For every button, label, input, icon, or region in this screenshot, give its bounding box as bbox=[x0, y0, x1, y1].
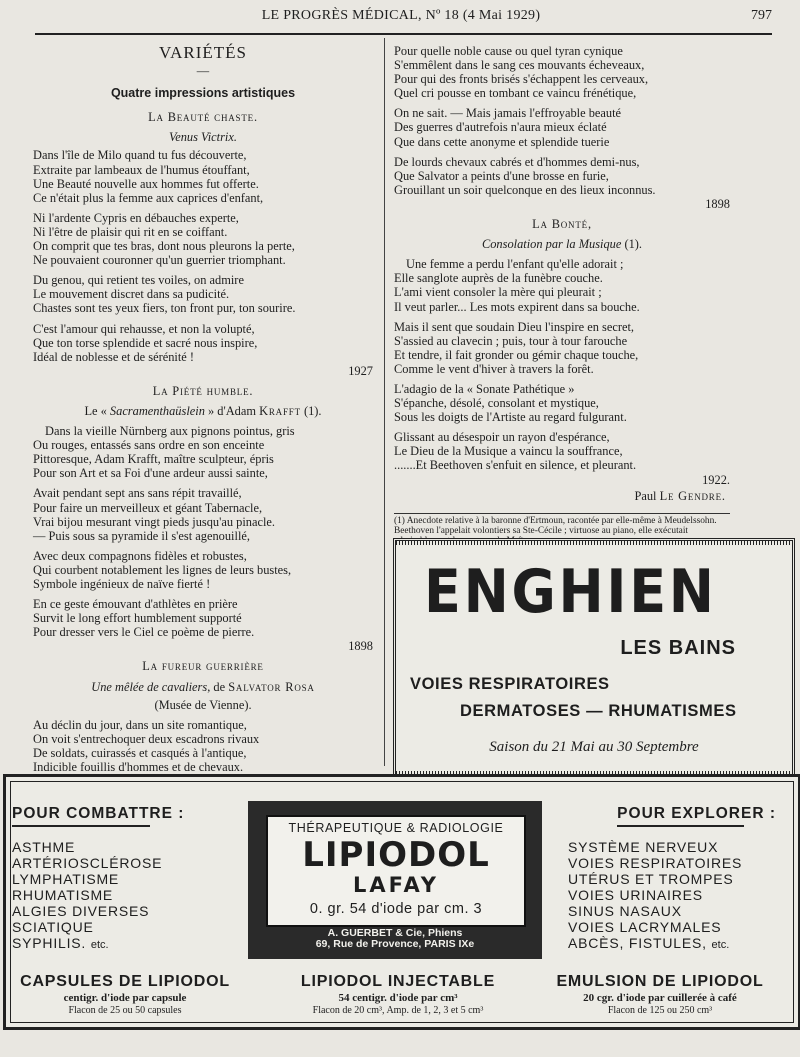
verse-line: Ou rouges, entassés sans ordre en son enceinte bbox=[33, 438, 265, 453]
verse-line: Sous les doigts de l'Artiste au regard fulgurant. bbox=[394, 410, 627, 425]
explore-list bbox=[568, 839, 742, 953]
product-capsules bbox=[6, 973, 244, 1016]
enghien-sub: LES BAINS bbox=[620, 637, 736, 659]
product-injectable bbox=[274, 973, 522, 1016]
explore-item: UTÉRUS ET TROMPES bbox=[568, 871, 734, 887]
verse-line: On voit s'entrechoquer deux escadrons rivaux bbox=[33, 731, 260, 746]
verse-line: Au déclin du jour, dans un site romantique, bbox=[33, 717, 247, 732]
explore-item: VOIES URINAIRES bbox=[568, 887, 703, 903]
verse-line: Pour quelle noble cause ou quel tyran cynique bbox=[394, 44, 623, 58]
stanza bbox=[33, 597, 373, 639]
stanza bbox=[33, 148, 373, 204]
page-header bbox=[30, 8, 772, 30]
ad-border-hatch bbox=[396, 541, 792, 545]
verse-line: .......Et Beethoven s'enfuit en silence, et pleurant. bbox=[394, 458, 637, 473]
verse-line: S'épanche, désolé, consolant et mystique, bbox=[394, 396, 599, 411]
verse-line: Pour faire un merveilleux et géant Tabernacle, bbox=[33, 500, 263, 515]
combat-list bbox=[12, 839, 162, 953]
lipiodol-label bbox=[248, 801, 542, 959]
verse-line: Survit le long effort humblement supporté bbox=[33, 611, 242, 626]
verse-line: Dans l'île de Milo quand tu fus découverte, bbox=[33, 148, 247, 163]
signature-part: . bbox=[721, 488, 725, 503]
subtitle-work: Consolation par la Musique bbox=[481, 237, 622, 252]
verse-line: Avait pendant sept ans sans répit travaillé, bbox=[33, 486, 242, 501]
verse-line: Et tendre, il fait gronder ou gémir chaque touche, bbox=[394, 347, 639, 362]
stanza bbox=[33, 424, 373, 480]
verse-line: S'assied au clavecin ; puis, tour à tour farouche bbox=[394, 333, 628, 348]
right-column bbox=[394, 44, 730, 546]
etc-label: etc. bbox=[90, 939, 109, 951]
verse-line: Quel cri pousse en tombant ce vaincu frénétique, bbox=[394, 86, 637, 101]
poem-year: 1927 bbox=[348, 363, 373, 378]
subtitle-part: , de bbox=[207, 679, 229, 694]
verse-line: Ce n'était plus la femme aux caprices d'enfant, bbox=[33, 190, 264, 205]
page-number: 797 bbox=[751, 8, 772, 23]
verse-line: Extraite par lambeaux de l'humus étouffant, bbox=[33, 162, 250, 177]
combat-item: SCIATIQUE bbox=[12, 919, 94, 935]
left-column bbox=[33, 44, 373, 806]
verse-line: Pittoresque, Adam Krafft, maître sculpteur, épris bbox=[33, 452, 274, 467]
product-name: EMULSION DE LIPIODOL bbox=[556, 973, 764, 990]
combat-item-text: SYPHILIS. bbox=[12, 935, 87, 951]
label-panel bbox=[266, 815, 526, 927]
product-dose: 20 cgr. d'iode par cuillerée à café bbox=[583, 992, 737, 1004]
verse-line: S'emmêlent dans le sang ces mouvants écheveaux, bbox=[394, 58, 645, 73]
author-signature bbox=[394, 489, 730, 503]
enghien-indication-2: DERMATOSES — RHUMATISMES bbox=[460, 702, 737, 720]
verse-line: On ne sait. — Mais jamais l'effroyable beauté bbox=[394, 106, 622, 121]
poem-subtitle-2 bbox=[33, 404, 373, 418]
rubric-title: VARIÉTÉS bbox=[159, 43, 247, 62]
poem-subtitle-1: Venus Victrix. bbox=[169, 130, 237, 145]
maker-address: 69, Rue de Provence, PARIS IXe bbox=[315, 938, 475, 950]
poem-title-3: La fureur guerrière bbox=[142, 659, 264, 674]
verse-line: Idéal de noblesse et de sérénité ! bbox=[33, 349, 195, 364]
explore-title: POUR EXPLORER : bbox=[617, 805, 776, 827]
verse-line: Glissant au désespoir un rayon d'espérance, bbox=[394, 430, 610, 445]
enghien-season: Saison du 21 Mai au 30 Septembre bbox=[489, 739, 699, 755]
verse-line: L'adagio de la « Sonate Pathétique » bbox=[394, 381, 575, 396]
verse-line: C'est l'amour qui rehausse, et non la volupté, bbox=[33, 321, 255, 336]
explore-item-text: ABCÈS, FISTULES, bbox=[568, 935, 707, 951]
article-subtitle: Quatre impressions artistiques bbox=[110, 86, 296, 101]
verse-line: Une Beauté nouvelle aux hommes fut offerte. bbox=[33, 176, 259, 191]
verse-line: Une femme a perdu l'enfant qu'elle adorait ; bbox=[406, 257, 624, 272]
stanza bbox=[394, 320, 730, 376]
lipiodol-advertisement bbox=[3, 774, 800, 1030]
product-name: CAPSULES DE LIPIODOL bbox=[20, 973, 230, 990]
verse-line: Indicible fouillis d'hommes et de chevaux. bbox=[33, 760, 244, 775]
column-divider bbox=[384, 38, 385, 766]
stanza bbox=[33, 486, 373, 542]
footnote-rule bbox=[394, 513, 730, 514]
stanza bbox=[394, 155, 730, 197]
verse-line: De soldats, cuirassés et casqués à l'antique, bbox=[33, 745, 247, 760]
explore-item: SINUS NASAUX bbox=[568, 903, 682, 919]
header-rule bbox=[35, 33, 772, 35]
subtitle-part: » d'Adam bbox=[204, 403, 260, 418]
enghien-brand: ENGHIEN bbox=[424, 557, 717, 627]
verse-line: Mais il sent que soudain Dieu l'inspire en secret, bbox=[394, 319, 635, 334]
enghien-advertisement bbox=[393, 538, 795, 778]
verse-line: Qui courbent notablement les lignes de leurs bustes, bbox=[33, 562, 292, 577]
poem-year: 1922. bbox=[702, 472, 730, 487]
subtitle-author: Krafft bbox=[259, 403, 301, 418]
combat-item: ARTÉRIOSCLÉROSE bbox=[12, 855, 163, 871]
stanza bbox=[33, 211, 373, 267]
verse-line: — Puis sous sa pyramide il s'est agenouillé, bbox=[33, 528, 250, 543]
stanza bbox=[33, 273, 373, 315]
verse-line: Il veut parler... Les mots expirent dans sa bouche. bbox=[394, 299, 640, 314]
verse-line: Avec deux compagnons fidèles et robustes, bbox=[33, 548, 247, 563]
stanza bbox=[33, 718, 373, 774]
poem-subtitle-3 bbox=[33, 680, 373, 694]
explore-item: SYSTÈME NERVEUX bbox=[568, 839, 719, 855]
subtitle-work: Sacramenthaüslein bbox=[109, 403, 205, 418]
product-emulsion bbox=[532, 973, 788, 1016]
stanza bbox=[394, 257, 730, 313]
verse-line: Grouillant un soir quelconque en des lieux inconnus. bbox=[394, 182, 656, 197]
verse-line: En ce geste émouvant d'athlètes en prière bbox=[33, 597, 238, 612]
label-maker bbox=[248, 928, 542, 950]
label-brand: LAFAY bbox=[352, 873, 440, 897]
subtitle-author: Salvator Rosa bbox=[228, 679, 315, 694]
combat-item: ALGIES DIVERSES bbox=[12, 903, 150, 919]
combat-item: ASTHME bbox=[12, 839, 76, 855]
combat-title: POUR COMBATTRE : bbox=[12, 805, 184, 827]
poem-subtitle-4 bbox=[394, 237, 730, 251]
label-therapy: THÉRAPEUTIQUE & RADIOLOGIE bbox=[288, 821, 504, 835]
product-packaging: Flacon de 125 ou 250 cm³ bbox=[607, 1005, 713, 1016]
poem-title-2: La Piété humble. bbox=[152, 383, 254, 398]
combat-item: RHUMATISME bbox=[12, 887, 114, 903]
maker-name: A. GUERBET & Cie, Phiens bbox=[327, 927, 463, 939]
stanza bbox=[394, 430, 730, 472]
subtitle-part: (1). bbox=[621, 237, 643, 252]
verse-line: On comprit que tes bras, dont nous pleurons la perte, bbox=[33, 239, 295, 254]
poem-title-4: La Bonté, bbox=[532, 217, 592, 232]
product-packaging: Flacon de 25 ou 50 capsules bbox=[68, 1005, 182, 1016]
verse-line: Chastes sont tes yeux fiers, ton front pur, ton sourire. bbox=[33, 301, 296, 316]
verse-line: Pour son Art et sa Foi d'une ardeur aussi sainte, bbox=[33, 466, 268, 481]
poem-1 bbox=[33, 148, 373, 377]
verse-line: Comme le vent d'hiver à travers la forêt. bbox=[394, 361, 594, 376]
explore-item bbox=[568, 935, 742, 953]
explore-item: VOIES LACRYMALES bbox=[568, 919, 722, 935]
subtitle-work: Une mêlée de cavaliers bbox=[91, 679, 208, 694]
verse-line: Le mouvement discret dans sa pudicité. bbox=[33, 287, 230, 302]
poem-year: 1898 bbox=[348, 639, 373, 654]
subtitle-part: (1). bbox=[300, 403, 322, 418]
combat-item bbox=[12, 935, 162, 953]
verse-line: Que ton torse splendide et sacré nous inspire, bbox=[33, 335, 258, 350]
stanza bbox=[394, 106, 730, 148]
verse-line: Pour qui des fronts brisés s'échappent les cerveaux, bbox=[394, 72, 649, 87]
enghien-indication-1: VOIES RESPIRATOIRES bbox=[410, 675, 610, 693]
verse-line: De lourds chevaux cabrés et d'hommes demi-nus, bbox=[394, 154, 640, 169]
footnote-right: (1) Anecdote relative à la baronne d'Ertmoun, racontée par elle-même à Meudelssohn. Beethoven l'appelait volontiers sa Ste-Cécile ; virtuose au piano, elle exécutait bbox=[394, 515, 717, 536]
explore-item: VOIES RESPIRATOIRES bbox=[568, 855, 743, 871]
museum-line: (Musée de Vienne). bbox=[154, 697, 252, 712]
verse-line: Vrai bijou mesurant vingt pieds jusqu'au pinacle. bbox=[33, 514, 276, 529]
verse-line: Le Dieu de la Musique a vaincu la souffrance, bbox=[394, 444, 623, 459]
verse-line: Elle sanglote auprès de la funèbre couche. bbox=[394, 271, 603, 286]
stanza bbox=[33, 549, 373, 591]
verse-line: Des guerres d'autrefois n'aura mieux éclaté bbox=[394, 120, 607, 135]
product-dose: 54 centigr. d'iode par cm³ bbox=[338, 992, 458, 1004]
combat-item: LYMPHATISME bbox=[12, 871, 120, 887]
verse-line: Ni l'ardente Cypris en débauches experte, bbox=[33, 210, 239, 225]
label-dose: 0. gr. 54 d'iode par cm. 3 bbox=[309, 901, 483, 917]
verse-line: Que Salvator a peints d'une brosse en furie, bbox=[394, 168, 609, 183]
verse-line: Pour dresser vers le Ciel ce poème de pierre. bbox=[33, 625, 255, 640]
verse-line: Ni l'être de plaisir qui rit en se coiffant. bbox=[33, 224, 228, 239]
subtitle-part: Le « bbox=[84, 403, 110, 418]
verse-line: Du genou, qui retient tes voiles, on admire bbox=[33, 273, 244, 288]
product-dose: centigr. d'iode par capsule bbox=[63, 992, 187, 1004]
etc-label: etc. bbox=[711, 939, 730, 951]
verse-line: Dans la vieille Nürnberg aux pignons pointus, gris bbox=[45, 424, 295, 439]
stanza bbox=[394, 382, 730, 424]
stanza bbox=[33, 322, 373, 364]
verse-line: Symbole ingénieux de naïve fierté ! bbox=[33, 577, 211, 591]
poem-year: 1898 bbox=[705, 196, 730, 211]
verse-line: Ne pouvaient couronner qu'un guerrier triomphant. bbox=[33, 253, 286, 268]
poem-2 bbox=[33, 424, 373, 653]
product-name: LIPIODOL INJECTABLE bbox=[300, 973, 496, 990]
label-product-name: LIPIODOL bbox=[302, 835, 490, 875]
stanza bbox=[394, 44, 730, 100]
poem-title-1: La Beauté chaste. bbox=[148, 110, 258, 125]
journal-header: LE PROGRÈS MÉDICAL, Nº 18 (4 Mai 1929) bbox=[261, 8, 541, 23]
signature-part: Paul bbox=[634, 488, 660, 503]
rubric-dash: — bbox=[196, 64, 210, 79]
product-packaging: Flacon de 20 cm³, Amp. de 1, 2, 3 et 5 cm³ bbox=[312, 1005, 484, 1016]
verse-line: Que dans cette anonyme et splendide tuerie bbox=[394, 134, 610, 149]
verse-line: L'ami vient consoler la mère qui pleurait ; bbox=[394, 285, 602, 300]
signature-name: Le Gendre bbox=[659, 488, 722, 503]
